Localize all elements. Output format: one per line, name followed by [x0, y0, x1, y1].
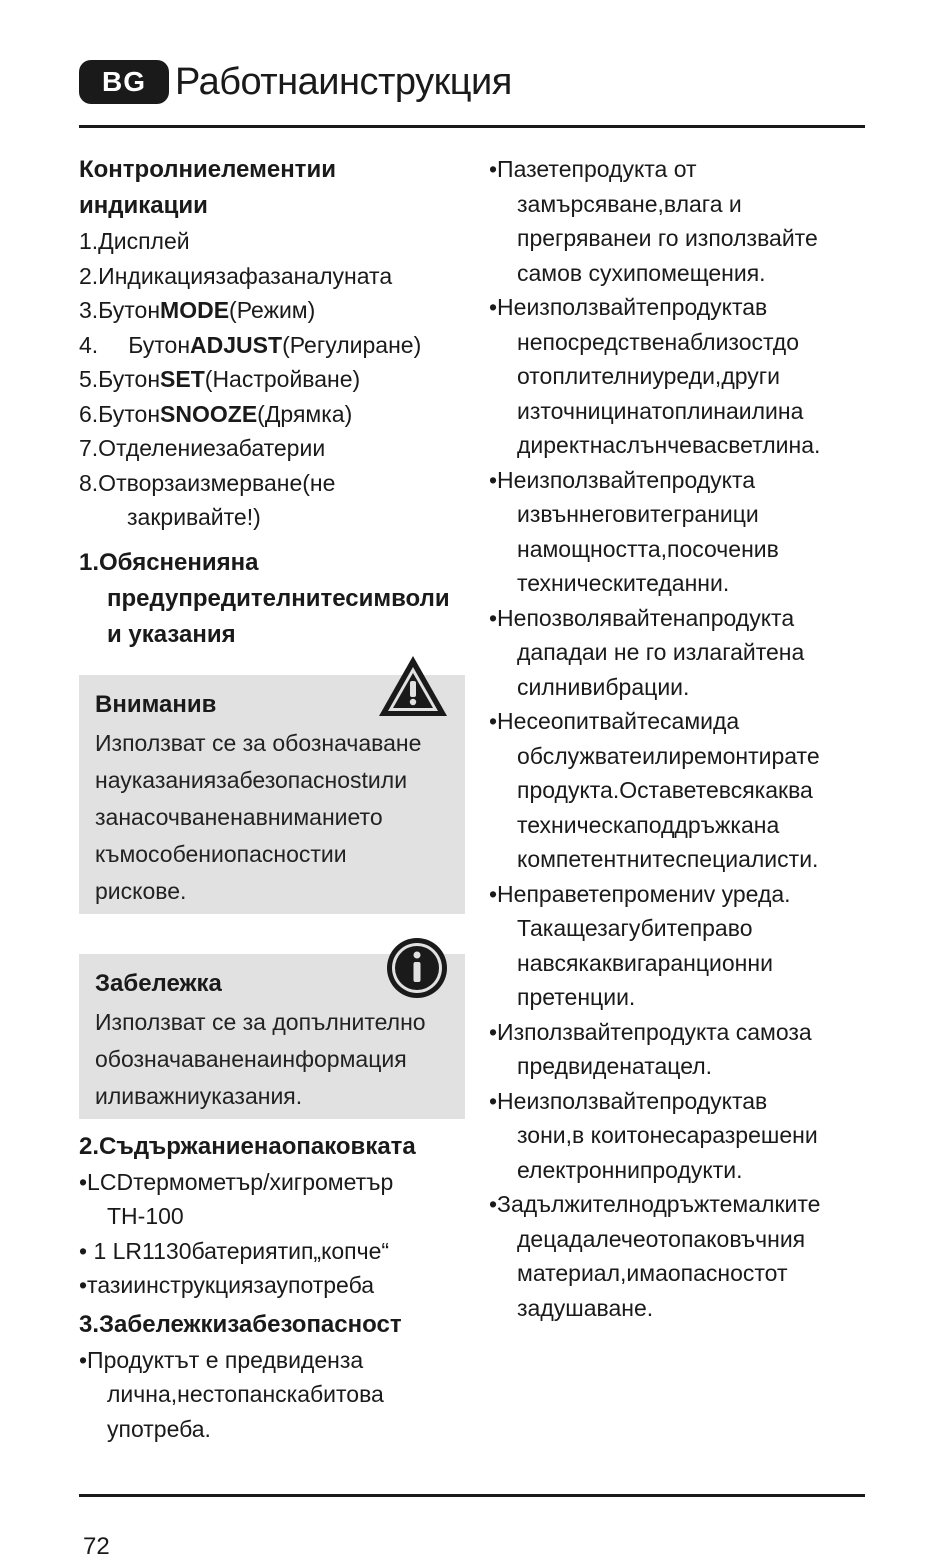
note-line: обозначаваненаинформация: [95, 1045, 407, 1072]
package-item-battery: • 1 LR1130батериятип„копче“: [79, 1237, 390, 1264]
safety-bullet: •Задължителнодръжтемалките децадалечеотопаковъчния материал,имаопасностот задушаване.: [489, 1191, 821, 1321]
safety-bullet: •Неизползвайтепродукта извъннеговитеграници намощността,посоченив техническитеданни.: [489, 466, 779, 596]
safety-bullet: •Неправетепромениv уреда. Такащезагубитеправо навсякаквигаранционни претенции.: [489, 880, 791, 1010]
page-number: 72: [83, 1533, 110, 1560]
control-item-moon-phase: 2.Индикациязафазаналуната: [79, 262, 393, 289]
control-item-mode: 3.БутонMODE(Режим): [79, 297, 316, 323]
safety-item-line: употреба.: [107, 1415, 211, 1442]
control-item-set: 5.БутонSET(Настройване): [79, 366, 361, 392]
warning-line: къмособениопасностии: [95, 840, 347, 867]
controls-heading-line1: Контролниелементии: [79, 156, 336, 183]
left-column: [79, 152, 461, 1446]
control-item-opening-l1: 8.Отворзаизмерване(не: [79, 469, 336, 496]
controls-heading-line2: индикации: [79, 192, 208, 219]
safety-bullet: •Непозволявайтенапродукта дападаи не го излагайтена силнивибрации.: [489, 604, 805, 700]
note-line: Използват се за допълнително: [95, 1008, 426, 1035]
section3-heading: 3.Забележкизабезопасност: [79, 1310, 402, 1338]
note-line: иливажниуказания.: [95, 1082, 303, 1109]
warning-line: занасочваненавниманието: [95, 803, 383, 830]
page-header: [79, 58, 512, 106]
control-item-adjust: 4. БутонADJUST(Регулиране): [79, 331, 422, 358]
control-item-opening-l2: закривайте!): [127, 504, 261, 530]
package-item-model: TH-100: [107, 1203, 184, 1229]
safety-item-line: лична,нестопанскабитова: [107, 1381, 384, 1407]
safety-item-line: •Продуктът е предвиденза: [79, 1346, 364, 1373]
note-box: [79, 954, 465, 1119]
control-item-snooze: 6.БутонSNOOZE(Дрямка): [79, 400, 353, 427]
safety-bullet: •Несеопитвайтесамида обслужватеилиремонтирате продукта.Оставетевсякаква техническаподдръжкана компетентнитеспециалисти.: [489, 708, 820, 872]
package-item-manual: •тазиинструкциязаупотреба: [79, 1272, 375, 1298]
section1-heading-line3: и указания: [107, 620, 236, 648]
warning-triangle-icon: [377, 653, 449, 719]
right-column: [489, 152, 865, 1325]
safety-bullet: •Неизползвайтепродуктав непосредственаблизостдо отоплителниуреди,други източницинатоплинаилина директнаслънчевасветлина.: [489, 294, 821, 458]
warning-box: [79, 675, 465, 914]
language-badge: BG: [79, 60, 169, 104]
section1-heading-line2: предупредителнитесимволи: [107, 584, 450, 612]
safety-bullet: •Използвайтепродукта самоза предвиденатацел.: [489, 1018, 812, 1079]
section2-heading: 2.Съдържаниенаопаковката: [79, 1132, 416, 1160]
section1-heading-line1: 1.Обясненияна: [79, 548, 259, 576]
control-item-battery: 7.Отделениезабатерии: [79, 435, 326, 461]
info-circle-icon: [385, 936, 449, 1000]
warning-line: Използват се за обозначаване: [95, 729, 422, 756]
safety-bullet: •Пазетепродукта от замърсяване,влага и прегряванеи го използвайте самов сухипомещения.: [489, 156, 818, 286]
header-divider: [79, 125, 865, 128]
warning-line: науказаниязабезопаснostили: [95, 766, 408, 793]
warning-line: рискове.: [95, 877, 187, 904]
note-title: Забележка: [95, 969, 222, 997]
control-item-display: 1.Дисплей: [79, 228, 190, 254]
footer-divider: [79, 1494, 865, 1497]
warning-title: Вниманив: [95, 690, 217, 718]
safety-bullet: •Неизползвайтепродуктав зони,в коитонесаразрешени електроннипродукти.: [489, 1087, 818, 1183]
page-title: Работнаинструкция: [175, 60, 512, 103]
package-item-thermometer: •LCDтермометър/хигрометър: [79, 1168, 394, 1195]
